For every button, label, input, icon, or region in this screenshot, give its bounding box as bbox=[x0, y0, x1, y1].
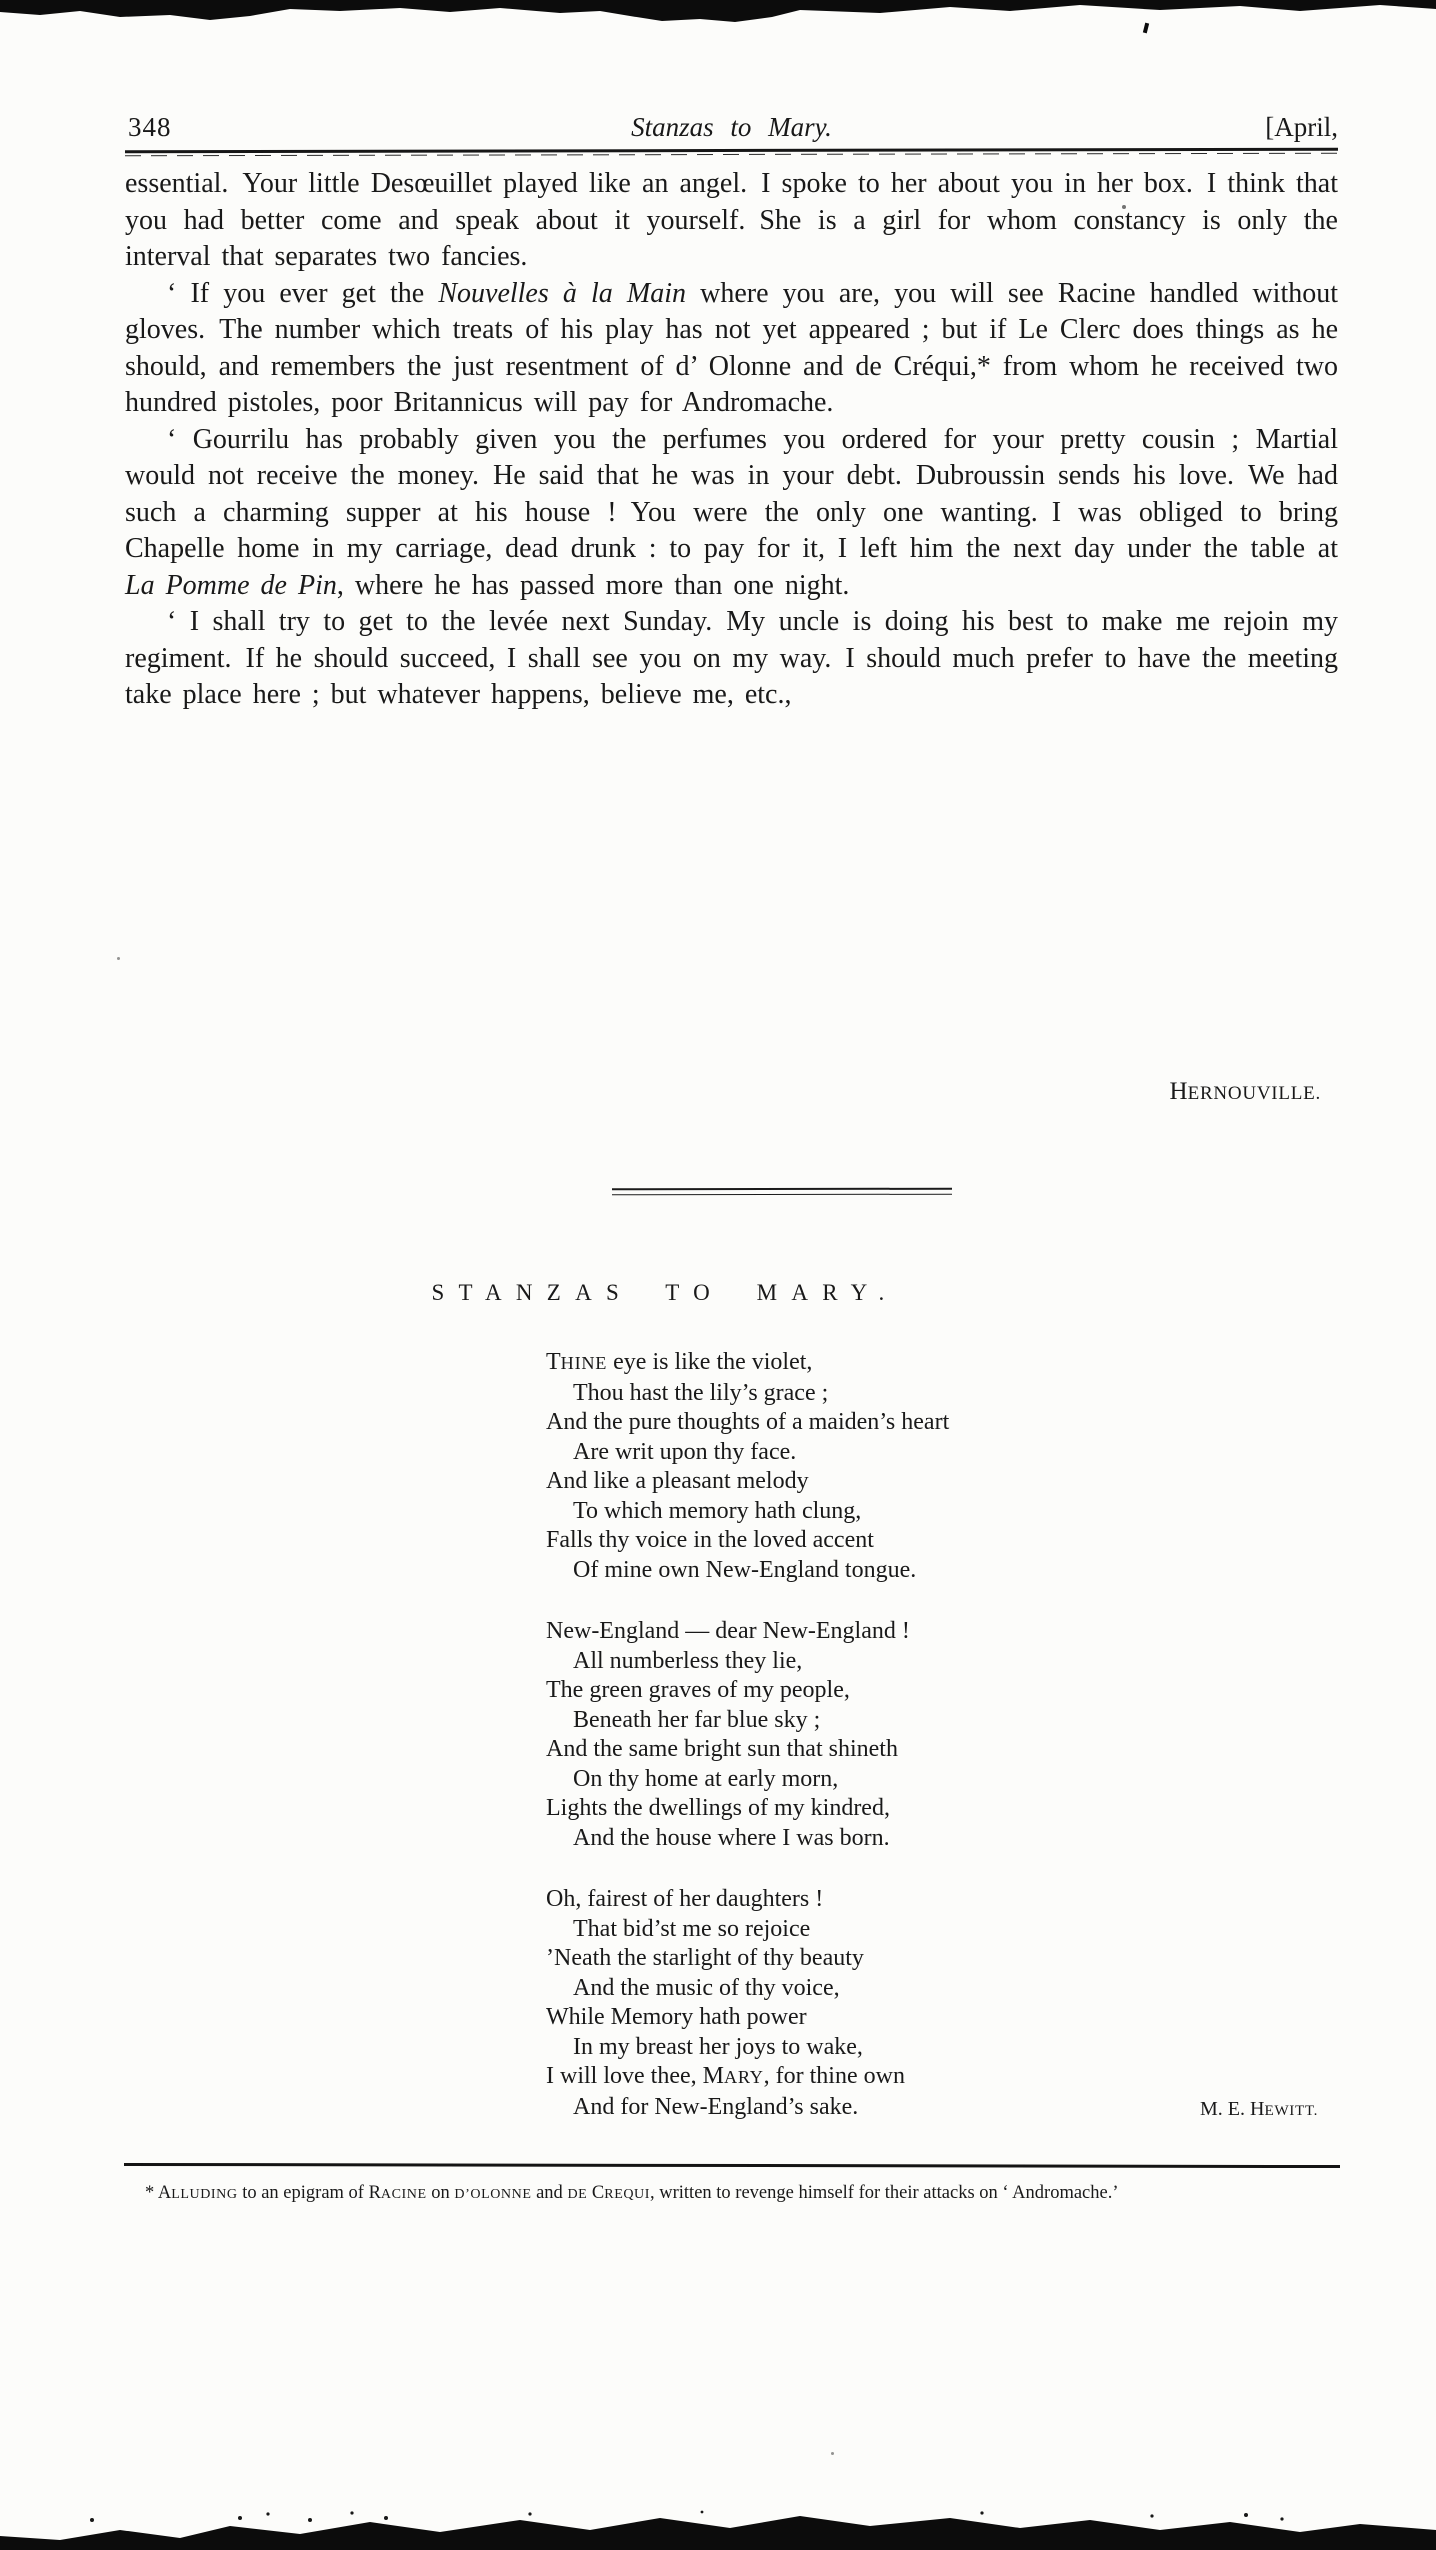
poem-line bbox=[546, 1467, 1146, 1497]
text-run: That bid’st me so rejoice bbox=[573, 1915, 811, 1942]
poem-title: STANZAS TO MARY. bbox=[431, 1280, 899, 1305]
text-run: Falls thy voice in the loved accent bbox=[546, 1527, 874, 1553]
page-header bbox=[125, 110, 1338, 150]
smallcaps-text: ARY bbox=[723, 2067, 764, 2087]
text-run: And the house where I was born. bbox=[573, 1824, 890, 1851]
smallcaps-text: ACINE bbox=[380, 2186, 427, 2202]
text-run: Lights the dwellings of my kindred, bbox=[546, 1795, 890, 1821]
scan-edge-top bbox=[0, 0, 1436, 34]
letter-paragraph bbox=[125, 422, 1338, 605]
poem-line bbox=[546, 1706, 1146, 1736]
poem-line bbox=[546, 1497, 1146, 1527]
poem-line bbox=[546, 1408, 1146, 1438]
text-run: to an epigram of R bbox=[237, 2183, 381, 2203]
header-rule bbox=[125, 148, 1338, 157]
text-run: * A bbox=[145, 2183, 172, 2203]
poem-line bbox=[546, 1885, 1146, 1915]
italic-text: La Pomme de Pin bbox=[125, 569, 337, 601]
poem-line bbox=[546, 1617, 1146, 1647]
text-run: ’Neath the starlight of thy beauty bbox=[546, 1945, 864, 1971]
poem-line bbox=[546, 2033, 1146, 2063]
smallcaps-text: HINE bbox=[560, 1353, 608, 1373]
scan-edge-bottom bbox=[0, 2510, 1436, 2550]
text-run: New-England — dear New-England ! bbox=[546, 1618, 910, 1644]
text-run: And like a pleasant melody bbox=[546, 1468, 809, 1494]
poem-line bbox=[546, 1824, 1146, 1854]
smallcaps-text: ERNOUVILLE. bbox=[1187, 1083, 1321, 1104]
poem-line bbox=[546, 1379, 1146, 1409]
scan-speck bbox=[117, 957, 120, 960]
poem-stanza bbox=[546, 1617, 1146, 1853]
issue-date: [April, bbox=[1265, 112, 1338, 142]
poem-line bbox=[546, 1974, 1146, 2004]
text-run: where you are, you will see Racine handled without gloves. The number which treats of his play has not yet appeared ; but if Le Clerc does things as he should, and remembers the just resentment of d’ Olonne and de Créqui,* from whom he received two hundred pistoles, poor Britannicus will pay for Andromache. bbox=[125, 277, 1339, 418]
text-run: ‘ Gourrilu has probably given you the perfumes you ordered for your pretty cousin ; Martial would not receive the money. He said that he was in your debt. Dubroussin sends his love. We had such a charming supper at his house ! You were the only one wanting. I was obliged to bring Chapelle home in my carriage, dead drunk : to pay for it, I left him the next day under the table at bbox=[125, 423, 1338, 564]
text-run: T bbox=[546, 1349, 561, 1375]
text-run: H bbox=[1169, 1078, 1188, 1105]
poem-line bbox=[546, 1676, 1146, 1706]
poem-line bbox=[546, 1915, 1146, 1945]
italic-text: Nouvelles à la Main bbox=[438, 277, 687, 309]
poem-stanza bbox=[546, 1348, 1146, 1585]
poem-attribution bbox=[1200, 2098, 1318, 2121]
text-run: on bbox=[426, 2183, 455, 2203]
poem-stanza bbox=[546, 1885, 1146, 2122]
poem-line bbox=[546, 2093, 1146, 2123]
poem-line bbox=[546, 1556, 1146, 1586]
smallcaps-text: LLUDING bbox=[171, 2186, 238, 2202]
letter-body bbox=[125, 166, 1338, 714]
poem-line bbox=[546, 1765, 1146, 1795]
text-run: Thou hast the lily’s grace ; bbox=[573, 1379, 829, 1406]
text-run: , for thine own bbox=[763, 2063, 905, 2089]
poem-line bbox=[546, 1438, 1146, 1468]
text-run: Beneath her far blue sky ; bbox=[573, 1706, 821, 1733]
text-run: Are writ upon thy face. bbox=[573, 1438, 797, 1465]
smallcaps-text: EWITT. bbox=[1264, 2102, 1318, 2119]
text-run: On thy home at early morn, bbox=[573, 1765, 839, 1792]
text-run: C bbox=[587, 2183, 605, 2203]
scan-speck bbox=[831, 2452, 834, 2455]
text-run: Of mine own New-England tongue. bbox=[573, 1556, 917, 1583]
text-run: I will love thee, M bbox=[546, 2063, 724, 2089]
letter-signature bbox=[125, 1078, 1321, 1106]
text-run: To which memory hath clung, bbox=[573, 1497, 862, 1524]
text-run: ‘ If you ever get the bbox=[167, 277, 439, 309]
letter-paragraph bbox=[125, 166, 1338, 276]
poem-line bbox=[546, 1944, 1146, 1974]
text-run: The green graves of my people, bbox=[546, 1677, 850, 1703]
poem-line bbox=[546, 2062, 1146, 2093]
text-run: In my breast her joys to wake, bbox=[573, 2033, 863, 2060]
text-run: And the pure thoughts of a maiden’s heart bbox=[546, 1409, 950, 1435]
poem-line bbox=[546, 1794, 1146, 1824]
poem-line bbox=[546, 1348, 1146, 1379]
poem-line bbox=[546, 2003, 1146, 2033]
text-run: , where he has passed more than one night. bbox=[336, 569, 850, 601]
letter-paragraph bbox=[125, 604, 1338, 714]
text-run: And the same bright sun that shineth bbox=[546, 1736, 898, 1762]
running-title: Stanzas to Mary. bbox=[631, 112, 832, 142]
text-run: Oh, fairest of her daughters ! bbox=[546, 1886, 824, 1912]
poem-line bbox=[546, 1526, 1146, 1556]
text-run: essential. Your little Desœuillet played like an angel. I spoke to her about you in her box. I think that you had better come and speak about it yourself. She is a girl for whom constancy is only the interval that separates two fancies. bbox=[125, 168, 1338, 272]
poem-line bbox=[546, 1647, 1146, 1677]
poem-line bbox=[546, 1735, 1146, 1765]
poem-body bbox=[546, 1348, 1146, 2154]
text-run: While Memory hath power bbox=[546, 2004, 807, 2030]
text-run: And for New-England’s sake. bbox=[573, 2093, 859, 2120]
text-run: And the music of thy voice, bbox=[573, 1974, 840, 2001]
footnote bbox=[125, 2182, 1343, 2205]
footnote-rule bbox=[124, 2163, 1340, 2168]
text-run: eye is like the violet, bbox=[607, 1349, 813, 1375]
smallcaps-text: D’O bbox=[454, 2186, 482, 2202]
smallcaps-text: DE bbox=[567, 2186, 588, 2202]
text-run: All numberless they lie, bbox=[573, 1647, 803, 1674]
text-run: , written to revenge himself for their attacks on ‘ Andromache.’ bbox=[650, 2183, 1119, 2203]
page-number: 348 bbox=[128, 112, 172, 142]
smallcaps-text: REQUI bbox=[604, 2186, 650, 2202]
text-run: M. E. H bbox=[1200, 2098, 1265, 2120]
smallcaps-text: LONNE bbox=[481, 2186, 532, 2202]
section-divider bbox=[612, 1188, 952, 1196]
letter-paragraph bbox=[125, 276, 1338, 422]
text-run: and bbox=[531, 2183, 568, 2203]
text-run: ‘ I shall try to get to the levée next Sunday. My uncle is doing his best to make me rejoin my regiment. If he should succeed, I shall see you on my way. I should much prefer to have the meeting take place here ; but whatever happens, believe me, etc., bbox=[125, 606, 1338, 710]
